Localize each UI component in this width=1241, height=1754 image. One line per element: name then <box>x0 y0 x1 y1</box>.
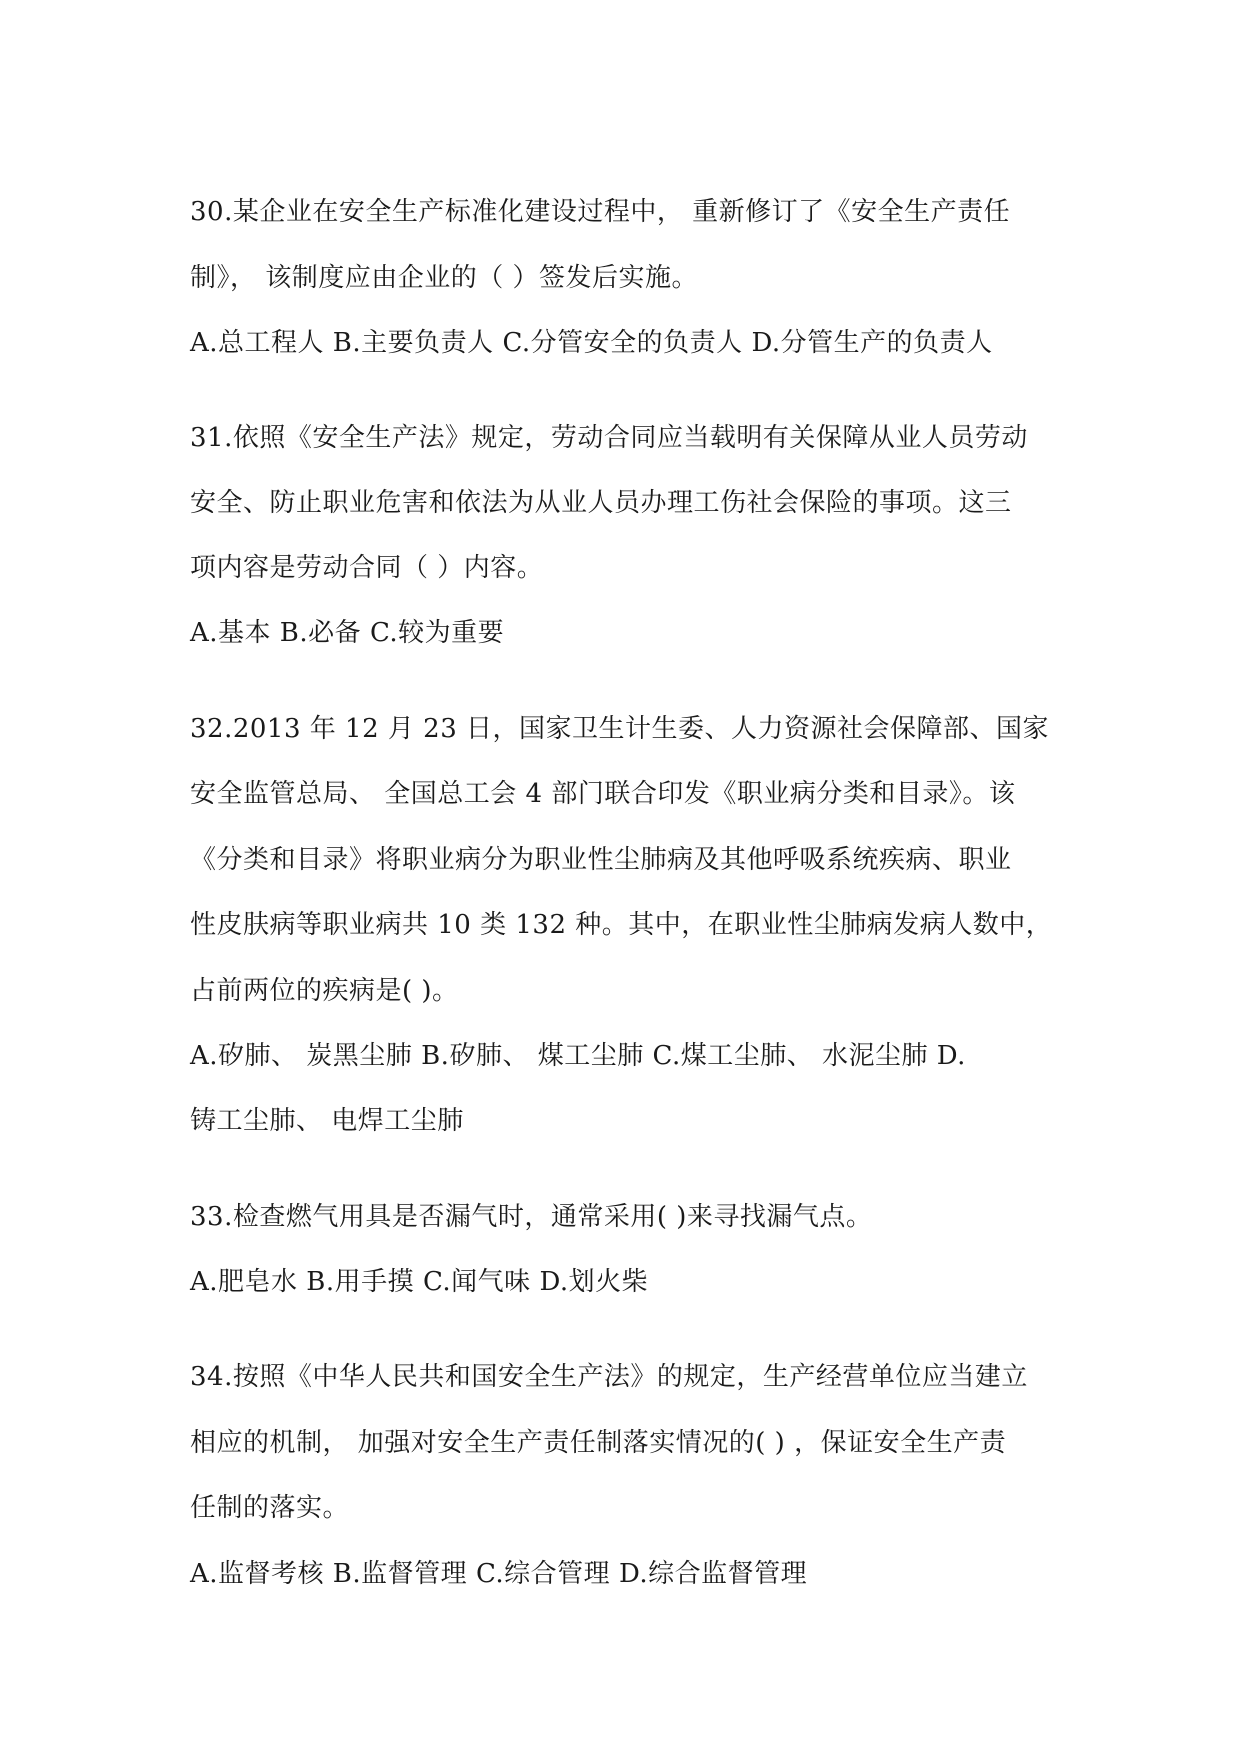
q32-line-3: 《分类和目录》将职业病分为职业性尘肺病及其他呼吸系统疾病、职业 <box>190 845 1012 875</box>
q34-line-3: 任制的落实。 <box>190 1493 350 1523</box>
q30-line-2: 制》， 该制度应由企业的（ ）签发后实施。 <box>190 263 699 293</box>
q33-options: A.肥皂水 B.用手摸 C.闻气味 D.划火柴 <box>190 1267 649 1297</box>
q34-line-1: 34.按照《中华人民共和国安全生产法》的规定，生产经营单位应当建立 <box>190 1362 1028 1392</box>
q31-line-3: 项内容是劳动合同（ ）内容。 <box>190 553 544 583</box>
q34-options: A.监督考核 B.监督管理 C.综合管理 D.综合监督管理 <box>190 1559 808 1589</box>
q30-line-1: 30.某企业在安全生产标准化建设过程中， 重新修订了《安全生产责任 <box>190 197 1011 227</box>
q31-line-1: 31.依照《安全生产法》规定，劳动合同应当载明有关保障从业人员劳动 <box>190 423 1028 453</box>
q32-line-1: 32.2013 年 12 月 23 日，国家卫生计生委、人力资源社会保障部、国家 <box>190 714 1050 744</box>
q32-line-4: 性皮肤病等职业病共 10 类 132 种。其中，在职业性尘肺病发病人数中， <box>190 910 1053 940</box>
q32-line-5: 占前两位的疾病是( )。 <box>190 976 459 1006</box>
q30-options: A.总工程人 B.主要负责人 C.分管安全的负责人 D.分管生产的负责人 <box>190 328 993 358</box>
q34-line-2: 相应的机制， 加强对安全生产责任制落实情况的( ) ，保证安全生产责 <box>190 1428 1007 1458</box>
q33-line-1: 33.检查燃气用具是否漏气时，通常采用( )来寻找漏气点。 <box>190 1202 873 1232</box>
q31-options: A.基本 B.必备 C.较为重要 <box>190 618 505 648</box>
q31-line-2: 安全、防止职业危害和依法为从业人员办理工伤社会保险的事项。这三 <box>190 488 1012 518</box>
q32-options-1: A.矽肺、 炭黑尘肺 B.矽肺、 煤工尘肺 C.煤工尘肺、 水泥尘肺 D. <box>190 1041 966 1071</box>
q32-line-2: 安全监管总局、 全国总工会 4 部门联合印发《职业病分类和目录》。该 <box>190 779 1016 809</box>
q32-options-2: 铸工尘肺、 电焊工尘肺 <box>190 1106 464 1136</box>
